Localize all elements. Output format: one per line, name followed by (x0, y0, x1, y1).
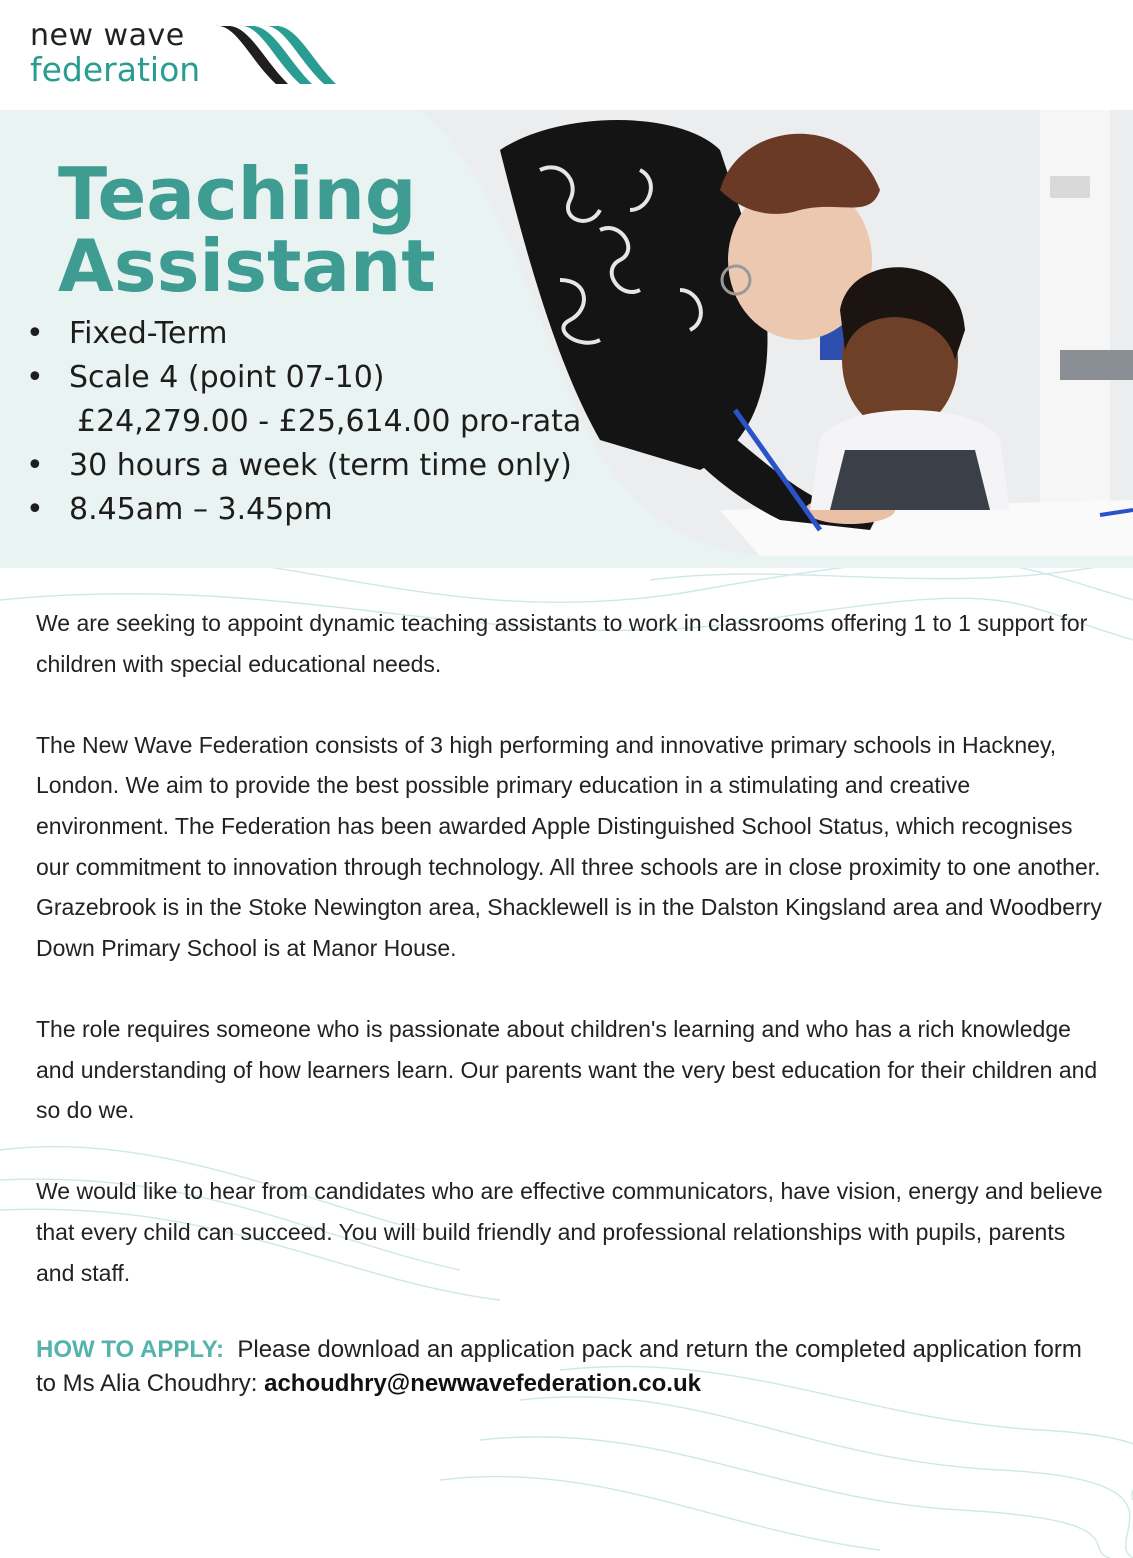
list-item (26, 356, 581, 444)
how-to-apply (36, 1333, 1106, 1401)
detail-salary: £24,279.00 - £25,614.00 pro-rata (77, 404, 582, 439)
logo-text-federation: federation (30, 50, 201, 89)
apply-text: Please download an application pack and return the completed application form to Ms Alia Choudhry: (36, 1336, 1089, 1397)
bullet-icon: • (26, 316, 44, 351)
job-title-line1: Teaching (58, 152, 417, 236)
description-paragraph-1: We are seeking to appoint dynamic teaching assistants to work in classrooms offering 1 to 1 support for children with special educational needs. (36, 610, 1088, 677)
list-item (26, 312, 581, 356)
list-item (26, 488, 581, 532)
description-paragraph-4: We would like to hear from candidates who are effective communicators, have vision, energy and believe that every child can succeed. You will build friendly and professional relationships with pupils, parents and staff. (36, 1178, 1103, 1286)
job-details-list (26, 312, 581, 532)
detail-times: 8.45am – 3.45pm (69, 492, 333, 527)
job-title (58, 152, 436, 308)
apply-label: HOW TO APPLY: (36, 1336, 225, 1363)
logo-text-new-wave: new wave (30, 18, 185, 53)
bullet-icon: • (26, 360, 44, 395)
description-paragraph-2: The New Wave Federation consists of 3 high performing and innovative primary schools in Hackney, London. We aim to provide the best possible primary education in a stimulating and creative environment. The Federation has been awarded Apple Distinguished School Status, which recognises our commitment to innovation through technology. All three schools are in close proximity to one another. Grazebrook is in the Stoke Newington area, Shacklewell is in the Dalston Kingsland area and Woodberry Down Primary School is at Manor House. (36, 731, 1102, 961)
federation-logo (30, 18, 340, 90)
wave-logo-icon (216, 20, 346, 92)
detail-scale: Scale 4 (point 07-10) (69, 360, 385, 395)
job-title-line2: Assistant (58, 224, 436, 308)
bullet-icon: • (26, 492, 44, 527)
detail-hours: 30 hours a week (term time only) (69, 448, 572, 483)
job-description (36, 603, 1106, 1334)
detail-contract: Fixed-Term (69, 316, 228, 351)
description-paragraph-3: The role requires someone who is passionate about children's learning and who has a rich knowledge and understanding of how learners learn. Our parents want the very best education for their children and so do we. (36, 1015, 1098, 1124)
contact-email-link[interactable]: achoudhry@newwavefederation.co.uk (264, 1370, 701, 1397)
list-item (26, 444, 581, 488)
bullet-icon: • (26, 448, 44, 483)
